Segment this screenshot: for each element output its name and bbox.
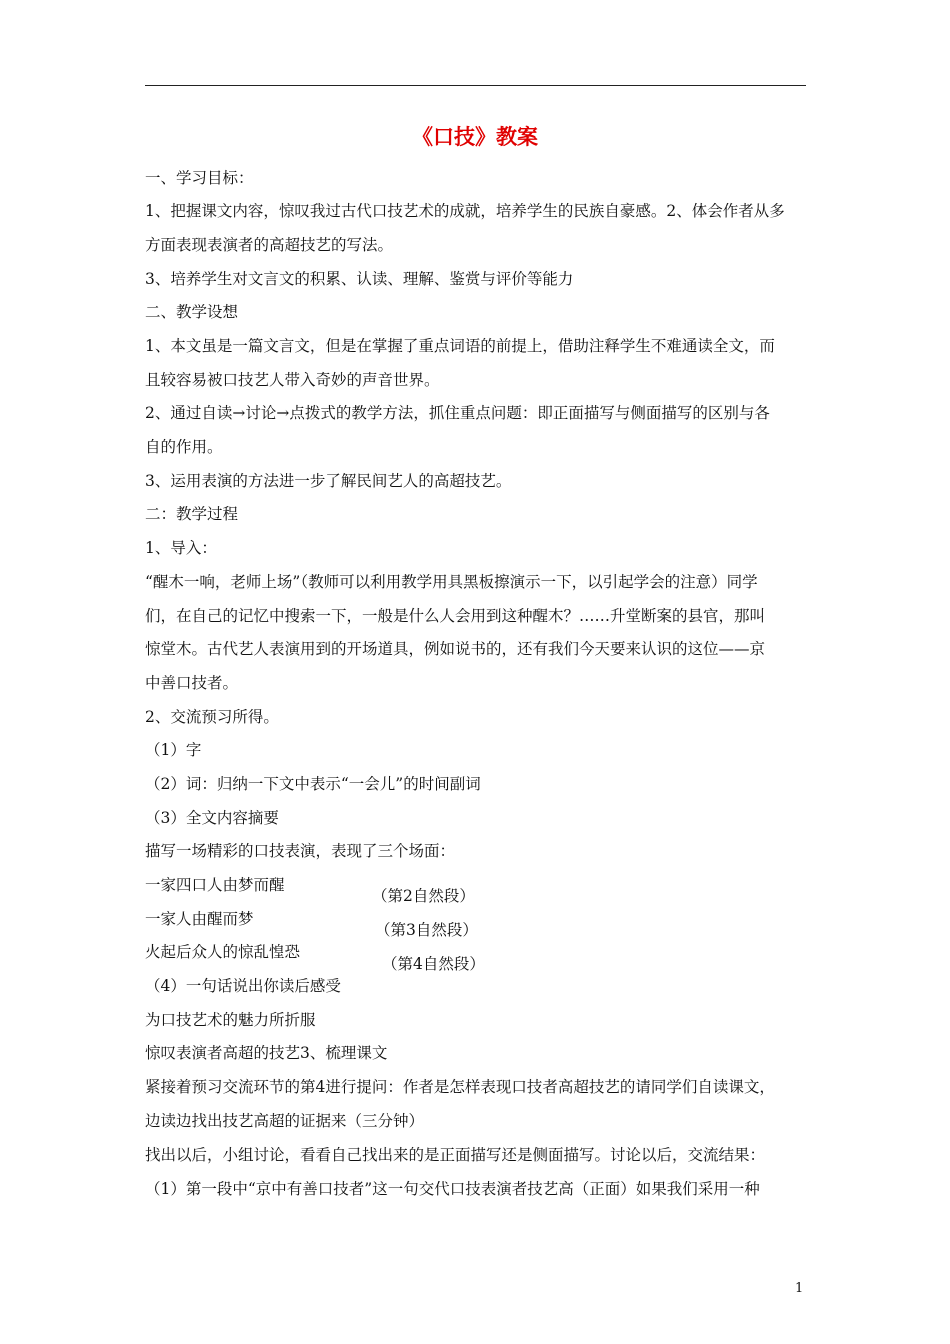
body-line: 找出以后，小组讨论，看看自己找出来的是正面描写还是侧面描写。讨论以后，交流结果： <box>145 1146 766 1164</box>
body-line: 们，在自己的记忆中搜索一下，一般是什么人会用到这种醒木？……升堂断案的县官，那叫 <box>145 607 766 625</box>
scene-paragraph-ref: （第4自然段） <box>382 955 485 973</box>
body-line: 且较容易被口技艺人带入奇妙的声音世界。 <box>145 371 440 389</box>
scene-paragraph-ref: （第3自然段） <box>375 921 478 939</box>
body-line: 1、导入： <box>145 539 217 557</box>
body-line: 2、交流预习所得。 <box>145 708 279 726</box>
body-line: 二：教学过程 <box>145 505 239 523</box>
header-rule <box>145 85 806 86</box>
body-line: 一家人由醒而梦 <box>145 910 254 928</box>
body-line: 中善口技者。 <box>145 674 239 692</box>
body-line: （3）全文内容摘要 <box>145 809 279 827</box>
body-line: （4）一句话说出你读后感受 <box>145 977 341 995</box>
body-line: 方面表现表演者的高超技艺的写法。 <box>145 236 394 254</box>
body-line: 火起后众人的惊乱惶恐 <box>145 943 301 961</box>
body-line: 描写一场精彩的口技表演，表现了三个场面： <box>145 842 456 860</box>
page-number: 1 <box>795 1281 804 1296</box>
body-line: 二、教学设想 <box>145 303 239 321</box>
body-line: “醒木一响，老师上场”（教师可以利用教学用具黑板擦演示一下，以引起学会的注意）同学 <box>145 573 758 591</box>
body-line: （1）第一段中“京中有善口技者”这一句交代口技表演者技艺高（正面）如果我们采用一种 <box>145 1180 760 1198</box>
body-line: 3、培养学生对文言文的积累、认读、理解、鉴赏与评价等能力 <box>145 270 574 288</box>
body-line: 为口技艺术的魅力所折服 <box>145 1011 316 1029</box>
body-line: 紧接着预习交流环节的第4进行提问：作者是怎样表现口技者高超技艺的请同学们自读课文， <box>145 1078 775 1096</box>
body-line: 一、学习目标： <box>145 169 254 187</box>
body-line: 一家四口人由梦而醒 <box>145 876 285 894</box>
body-line: 3、运用表演的方法进一步了解民间艺人的高超技艺。 <box>145 472 512 490</box>
scene-paragraph-ref: （第2自然段） <box>372 887 475 905</box>
body-line: 惊叹表演者高超的技艺3、梳理课文 <box>145 1044 388 1062</box>
body-line: 2、通过自读→讨论→点拨式的教学方法，抓住重点问题：即正面描写与侧面描写的区别与各 <box>145 404 770 422</box>
body-line: （1）字 <box>145 741 202 759</box>
body-line: 1、本文虽是一篇文言文，但是在掌握了重点词语的前提上，借助注释学生不难通读全文，而 <box>145 337 775 355</box>
body-line: 边读边找出技艺高超的证据来（三分钟） <box>145 1112 425 1130</box>
body-line: 惊堂木。古代艺人表演用到的开场道具，例如说书的，还有我们今天要来认识的这位——京 <box>145 640 766 658</box>
document-title: 《口技》教案 <box>412 125 538 149</box>
body-line: 1、把握课文内容，惊叹我过古代口技艺术的成就，培养学生的民族自豪感。2、体会作者从多 <box>145 202 785 220</box>
body-line: （2）词：归纳一下文中表示“一会儿”的时间副词 <box>145 775 481 793</box>
body-line: 自的作用。 <box>145 438 223 456</box>
